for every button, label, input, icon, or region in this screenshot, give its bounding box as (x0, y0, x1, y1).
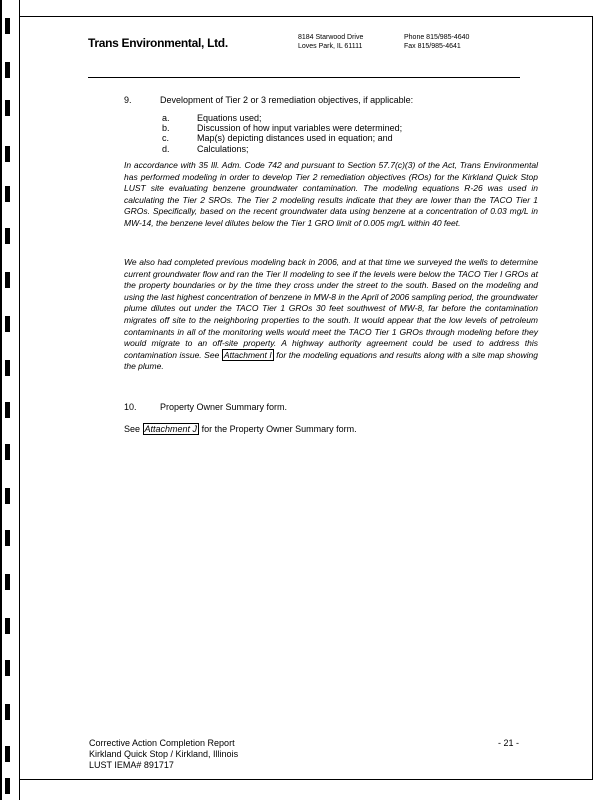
binder-hole (5, 530, 10, 546)
company-contact (404, 33, 469, 51)
modeling-paragraph-2 (124, 257, 538, 373)
binder-hole (5, 746, 10, 762)
binder-edge (0, 0, 2, 800)
binder-holes (0, 0, 20, 800)
binder-hole (5, 488, 10, 504)
footer-report-title: Corrective Action Completion Report (89, 738, 235, 748)
binder-hole (5, 100, 10, 116)
fax-number: Fax 815/985-4641 (404, 43, 461, 50)
binder-hole (5, 360, 10, 376)
binder-hole (5, 660, 10, 676)
binder-hole (5, 778, 10, 794)
page-number: - 21 - (498, 738, 520, 748)
binder-hole (5, 618, 10, 634)
footer (89, 738, 238, 771)
company-address (298, 33, 363, 51)
binder-hole (5, 146, 10, 162)
phone-number: Phone 815/985-4640 (404, 34, 470, 41)
binder-hole (5, 316, 10, 332)
footer-site: Kirkland Quick Stop / Kirkland, Illinois (89, 749, 239, 759)
company-name: Trans Environmental, Ltd. (88, 36, 228, 50)
address-line-2: Loves Park, IL 61111 (298, 43, 363, 50)
header-divider (88, 77, 520, 78)
section-9-title: Development of Tier 2 or 3 remediation objectives, if applicable: (160, 95, 414, 105)
binder-hole (5, 228, 10, 244)
attachment-j-link[interactable]: Attachment J (144, 424, 198, 434)
section-9-number: 9. (124, 95, 132, 105)
binder-hole (5, 18, 10, 34)
binder-hole (5, 574, 10, 590)
binder-hole (5, 444, 10, 460)
binder-hole (5, 704, 10, 720)
paragraph-2-text: We also had completed previous modeling back in 2006, and at that time we surveyed the wells to determine current groundwater flow and ran the Tier II modeling to see if the levels were below the TACO Tier I GROs at the property boundaries or by the time they cross under the street to the south. Based on the modeling and using the last highest concentration of benzene in MW-8 in the April of 2006 sampling period, the groundwater plume dilutes out under the TACO Tier 1 GROs 30 feet southwest of MW-8, far before the contamination migrates off site to the neighboring properties to the south. It would appear that the low levels of petroleum contaminants in all of the monitoring wells would meet the TACO Tier 1 GROs through modeling before they would migrate to an off-site property. A highway authority agreement could be used to address this contamination issue. See (124, 257, 538, 360)
property-owner-reference: See Attachment J for the Property Owner Summary form. (124, 424, 357, 434)
attachment-i-link[interactable]: Attachment I (223, 349, 272, 360)
modeling-paragraph-1: In accordance with 35 Ill. Adm. Code 742 and pursuant to Section 57.7(c)(3) of the Act, Trans Environmental has performed modeling in order to develop Tier 2 remediation objectives (ROs) for the Kirkland Quick Stop LUST site evaluating benzene groundwater contamination. The modeling equations R-26 was used in calculating the Tier 2 SROs. The Tier 2 modeling results indicate that they are lower than the TACO Tier 1 GROs. Specifically, based on the recent groundwater data using benzene at a concentration of 0.03 mg/L in MW-14, the benzene level dilutes below the Tier 1 GRO limit of 0.005 mg/L within 40 feet. (124, 160, 538, 228)
binder-hole (5, 186, 10, 202)
address-line-1: 8184 Starwood Drive (298, 34, 364, 41)
section-10-title: Property Owner Summary form. (160, 402, 288, 412)
footer-incident-number: LUST IEMA# 891717 (89, 760, 174, 770)
binder-hole (5, 402, 10, 418)
binder-hole (5, 272, 10, 288)
paragraph-2-tail: for the modeling equations and results along with a site map showing the plume. (124, 349, 538, 372)
section-10-number: 10. (124, 402, 137, 412)
binder-hole (5, 62, 10, 78)
